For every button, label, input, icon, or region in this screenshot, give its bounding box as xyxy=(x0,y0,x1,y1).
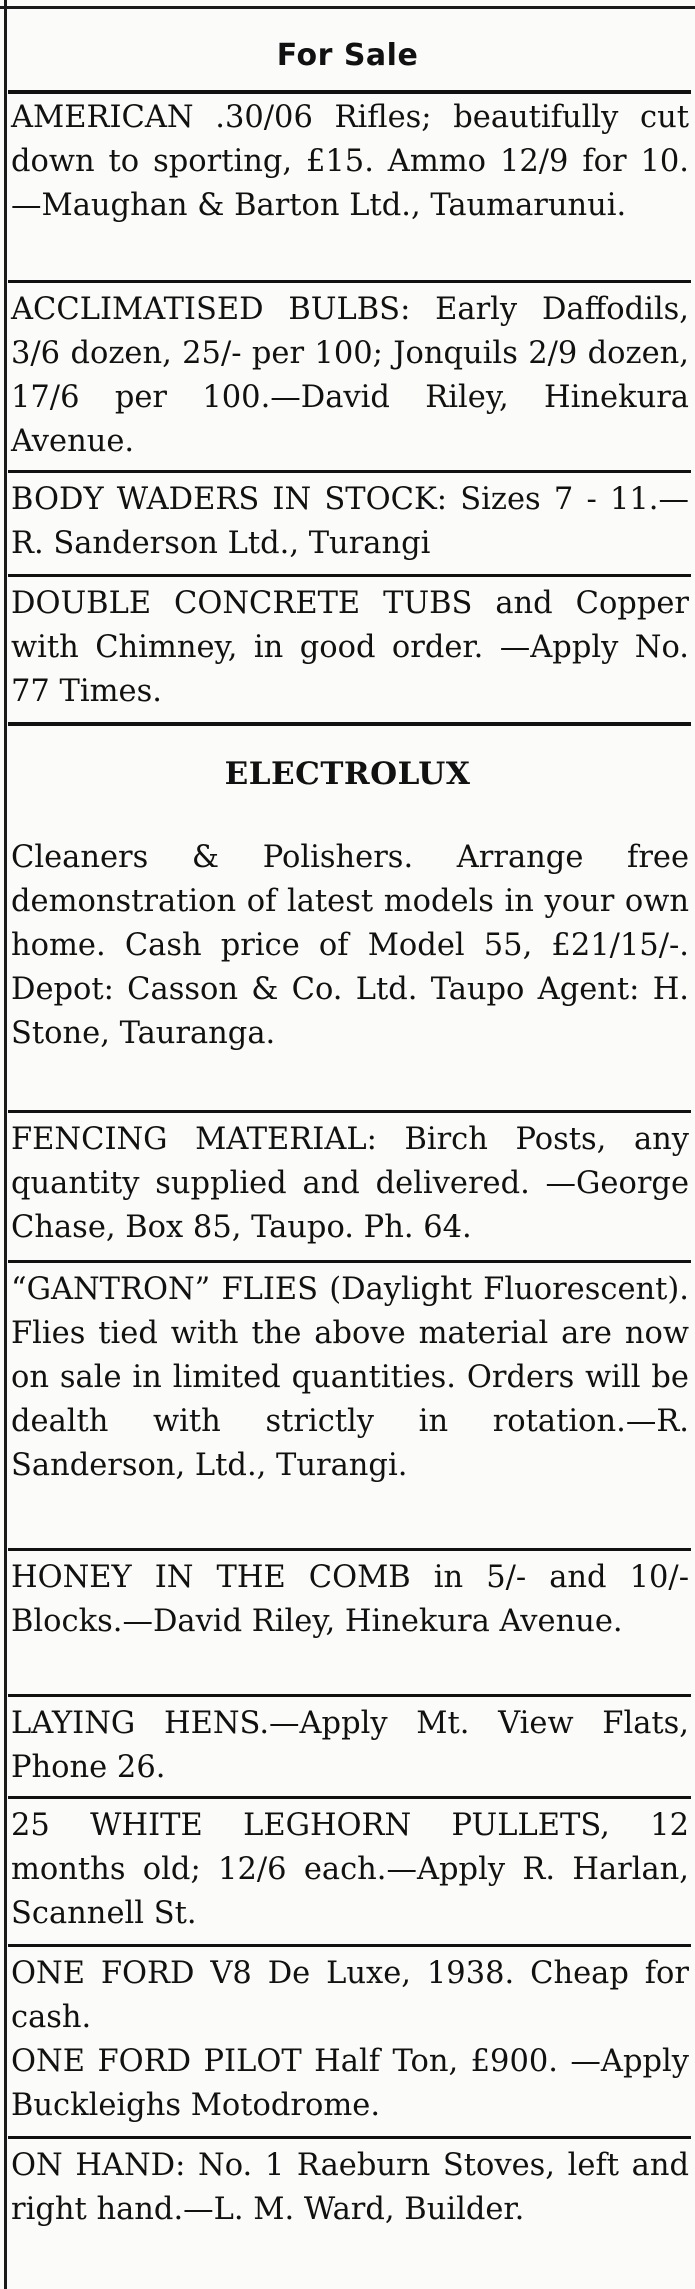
ad-text: ACCLIMATISED BULBS: Early Daffodils, 3/6 dozen, 25/- per 100; Jonquils 2/9 dozen, 17/6 per 100.—David Riley, Hinekura Avenue. xyxy=(11,292,689,459)
divider-rule xyxy=(8,280,691,283)
ad-text: LAYING HENS.—Apply Mt. View Flats, Phone 26. xyxy=(11,1706,689,1785)
ad-text: FENCING MATERIAL: Birch Posts, any quantity supplied and delivered. —George Chase, Box 85, Taupo. Ph. 64. xyxy=(11,1122,689,1245)
classified-ad-honey-comb xyxy=(11,1556,689,1644)
column-left-rule xyxy=(4,0,7,2289)
ad-text: HONEY IN THE COMB in 5/- and 10/- Blocks.—David Riley, Hinekura Avenue. xyxy=(11,1560,689,1639)
ad-text: AMERICAN .30/06 Rifles; beautifully cut down to sporting, £15. Ammo 12/9 for 10.—Maughan & Barton Ltd., Taumarunui. xyxy=(11,100,689,223)
divider-rule xyxy=(8,1796,691,1799)
classified-ad-double-concrete-tubs xyxy=(11,582,689,714)
classified-ad-gantron-flies xyxy=(11,1268,689,1488)
classified-ad-american-rifles xyxy=(11,96,689,228)
classified-ad-ford-cars xyxy=(11,1952,689,2128)
divider-rule xyxy=(8,1548,691,1551)
classified-ad-acclimatised-bulbs xyxy=(11,288,689,464)
classified-ad-laying-hens xyxy=(11,1702,689,1790)
ad-text: 25 WHITE LEGHORN PULLETS, 12 months old; 12/6 each.—Apply R. Harlan, Scannell St. xyxy=(11,1808,689,1931)
divider-rule xyxy=(8,574,691,577)
section-heading: For Sale xyxy=(276,38,419,73)
ad-text: ONE FORD V8 De Luxe, 1938. Cheap for cash. xyxy=(11,1956,689,2035)
classified-ad-leghorn-pullets xyxy=(11,1804,689,1936)
electrolux-heading: ELECTROLUX xyxy=(224,756,471,792)
divider-rule xyxy=(8,90,691,94)
ad-text: BODY WADERS IN STOCK: Sizes 7 - 11.—R. Sanderson Ltd., Turangi xyxy=(11,482,689,561)
ad-text: Cleaners & Polishers. Arrange free demonstration of latest models in your own home. Cash price of Model 55, £21/15/-. Depot: Casson & Co. Ltd. Taupo Agent: H. Stone, Tauranga. xyxy=(11,840,689,1051)
divider-rule xyxy=(8,470,691,473)
divider-rule xyxy=(8,2136,691,2139)
divider-rule xyxy=(8,1694,691,1697)
divider-rule xyxy=(8,1944,691,1947)
classified-ad-on-hand-stoves xyxy=(11,2144,689,2232)
classified-ad-electrolux xyxy=(11,836,689,1056)
ad-text: “GANTRON” FLIES (Daylight Fluorescent). Flies tied with the above material are now on sale in limited quantities. Orders will be dealth with strictly in rotation.—R. Sanderson, Ltd., Turangi. xyxy=(11,1272,689,1483)
ad-text: DOUBLE CONCRETE TUBS and Copper with Chimney, in good order. —Apply No. 77 Times. xyxy=(11,586,689,709)
divider-rule xyxy=(8,1260,691,1263)
classified-ad-body-waders xyxy=(11,478,689,566)
ad-text: ON HAND: No. 1 Raeburn Stoves, left and right hand.—L. M. Ward, Builder. xyxy=(11,2148,689,2227)
classified-ad-fencing-material xyxy=(11,1118,689,1250)
top-rule xyxy=(0,6,695,9)
divider-rule xyxy=(8,722,691,726)
divider-rule xyxy=(8,1110,691,1113)
ad-text-second: ONE FORD PILOT Half Ton, £900. —Apply Buckleighs Motodrome. xyxy=(11,2044,689,2123)
